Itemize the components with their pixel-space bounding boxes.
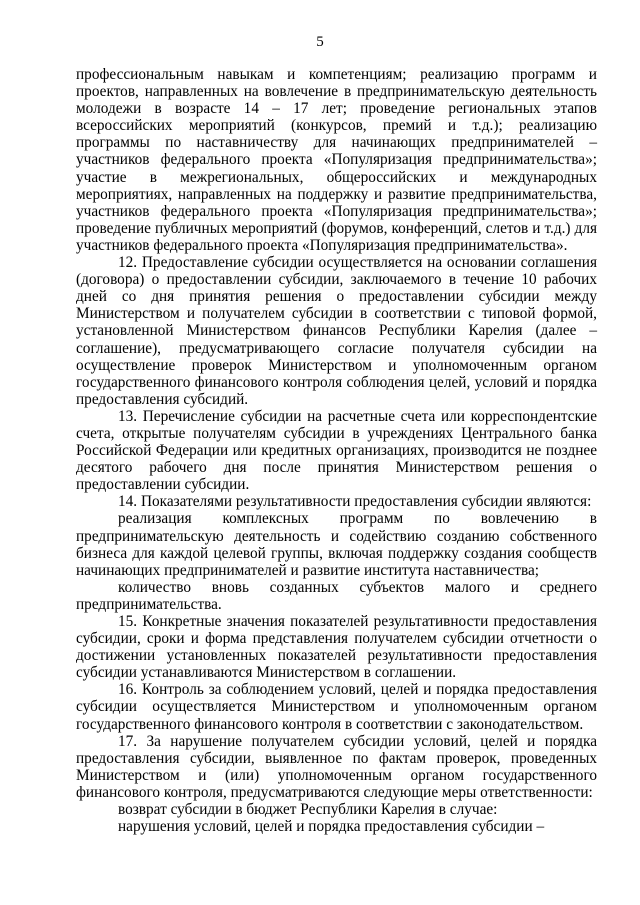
paragraph-clause-13: 13. Перечисление субсидии на расчетные счета или корреспондентские счета, открытые получателям субсидии в учреждениях Центрального банка Российской Федерации или кредитных организациях, производится не позднее десятого рабочего дня после принятия Министерством решения о предоставлении субсидии. — [76, 407, 597, 494]
paragraph-refund: возврат субсидии в бюджет Республики Карелия в случае: — [118, 801, 498, 819]
paragraph-indicator-programs: реализация комплексных программ по вовлечению в предпринимательскую деятельность и содействию созданию собственного бизнеса для каждой целевой группы, включая поддержку создания сообществ начинающих предпринимателей и развитие института наставничества; — [76, 510, 597, 579]
paragraph-indicator-count: количество вновь созданных субъектов малого и среднего предпринимательства. — [76, 578, 597, 613]
page-number: 5 — [316, 34, 324, 50]
paragraph-clause-16: 16. Контроль за соблюдением условий, целей и порядка предоставления субсидии осуществляется Министерством и уполномоченным органом государственного финансового контроля в соответствии с законодательством. — [76, 681, 597, 733]
document-body — [76, 66, 597, 835]
paragraph-clause-14: 14. Показателями результативности предоставления субсидии являются: — [118, 493, 592, 511]
paragraph-clause-17: 17. За нарушение получателем субсидии условий, целей и порядка предоставления субсидии, выявленное по фактам проверок, проведенных Министерством и (или) уполномоченным органом государственного финансового контроля, предусматриваются следующие меры ответственности: — [76, 732, 597, 801]
paragraph-continuation: профессиональным навыкам и компетенциям; реализацию программ и проектов, направленных на вовлечение в предпринимательскую деятельность молодежи в возрасте 14 – 17 лет; проведение региональных этапов всероссийских мероприятий (конкурсов, премий и т.д.); реализацию программы по наставничеству для начинающих предпринимателей – участников федерального проекта «Популяризация предпринимательства»; участие в межрегиональных, общероссийских и международных мероприятиях, направленных на поддержку и развитие предпринимательства, участников федерального проекта «Популяризация предпринимательства»; проведение публичных мероприятий (форумов, конференций, слетов и т.д.) для участников федерального проекта «Популяризация предпринимательства». — [76, 66, 597, 254]
paragraph-violation: нарушения условий, целей и порядка предоставления субсидии – — [118, 818, 545, 836]
paragraph-clause-15: 15. Конкретные значения показателей результативности предоставления субсидии, сроки и форма представления получателем субсидии отчетности о достижении установленных показателей результативности предоставления субсидии устанавливаются Министерством в соглашении. — [76, 613, 597, 682]
paragraph-clause-12: 12. Предоставление субсидии осуществляется на основании соглашения (договора) о предоставлении субсидии, заключаемого в течение 10 рабочих дней со дня принятия решения о предоставлении субсидии между Министерством и получателем субсидии в соответствии с типовой формой, установленной Министерством финансов Республики Карелия (далее – соглашение), предусматривающего согласие получателя субсидии на осуществление проверок Министерством и уполномоченным органом государственного финансового контроля соблюдения целей, условий и порядка предоставления субсидий. — [76, 254, 597, 408]
